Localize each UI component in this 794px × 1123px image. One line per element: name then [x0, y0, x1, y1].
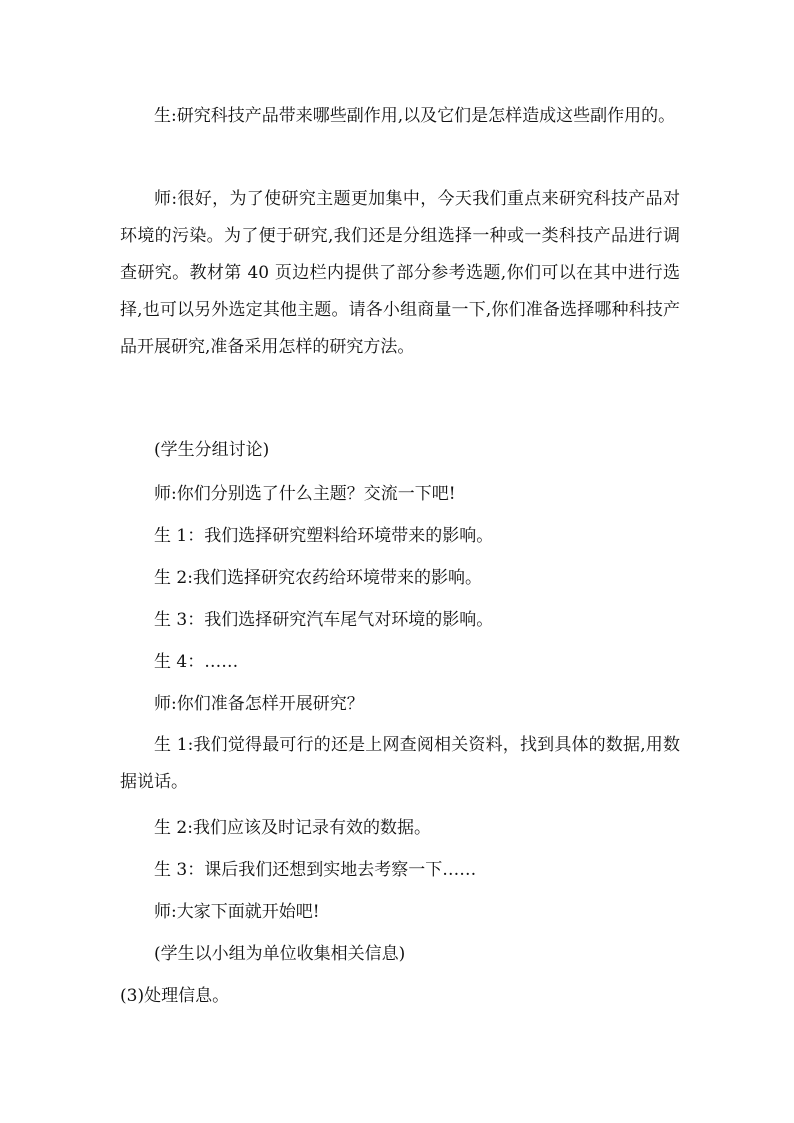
paragraph-teacher-ask-method: 师:你们准备怎样开展研究？ — [154, 694, 364, 714]
paragraph-teacher-start: 师:大家下面就开始吧! — [154, 902, 320, 922]
paragraph-student1-plastic: 生 1：我们选择研究塑料给环境带来的影响。 — [154, 526, 494, 546]
paragraph-student-question: 生:研究科技产品带来哪些副作用,以及它们是怎样造成这些副作用的。 — [154, 106, 676, 126]
paragraph-student4: 生 4：…… — [154, 652, 239, 672]
paragraph-student3-method: 生 3：课后我们还想到实地去考察一下…… — [154, 860, 477, 880]
paragraph-group-discussion: (学生分组讨论) — [154, 440, 270, 460]
paragraph-student2-pesticide: 生 2:我们选择研究农药给环境带来的影响。 — [154, 568, 482, 588]
paragraph-student2-method: 生 2:我们应该及时记录有效的数据。 — [154, 818, 431, 838]
paragraph-teacher-ask-topic: 师:你们分别选了什么主题？交流一下吧! — [154, 484, 456, 504]
section-heading-process-info: (3)处理信息。 — [120, 986, 230, 1006]
paragraph-student1-method: 生 1:我们觉得最可行的还是上网查阅相关资料，找到具体的数据,用数据说话。 — [120, 735, 680, 792]
paragraph-student3-exhaust: 生 3：我们选择研究汽车尾气对环境的影响。 — [154, 610, 494, 630]
paragraph-teacher-topic: 师:很好，为了使研究主题更加集中，今天我们重点来研究科技产品对环境的污染。为了便于研究,我们还是分组选择一种或一类科技产品进行调查研究。教材第 40 页边栏内提供了部分参考选题,你们可以在其中进行选择,也可以另外选定其他主题。请各小组商量一下,你们准备选择哪种科技产品开展研究,准备采用怎样的研究方法。 — [120, 189, 680, 357]
paragraph-collect-info: (学生以小组为单位收集相关信息) — [154, 944, 406, 964]
